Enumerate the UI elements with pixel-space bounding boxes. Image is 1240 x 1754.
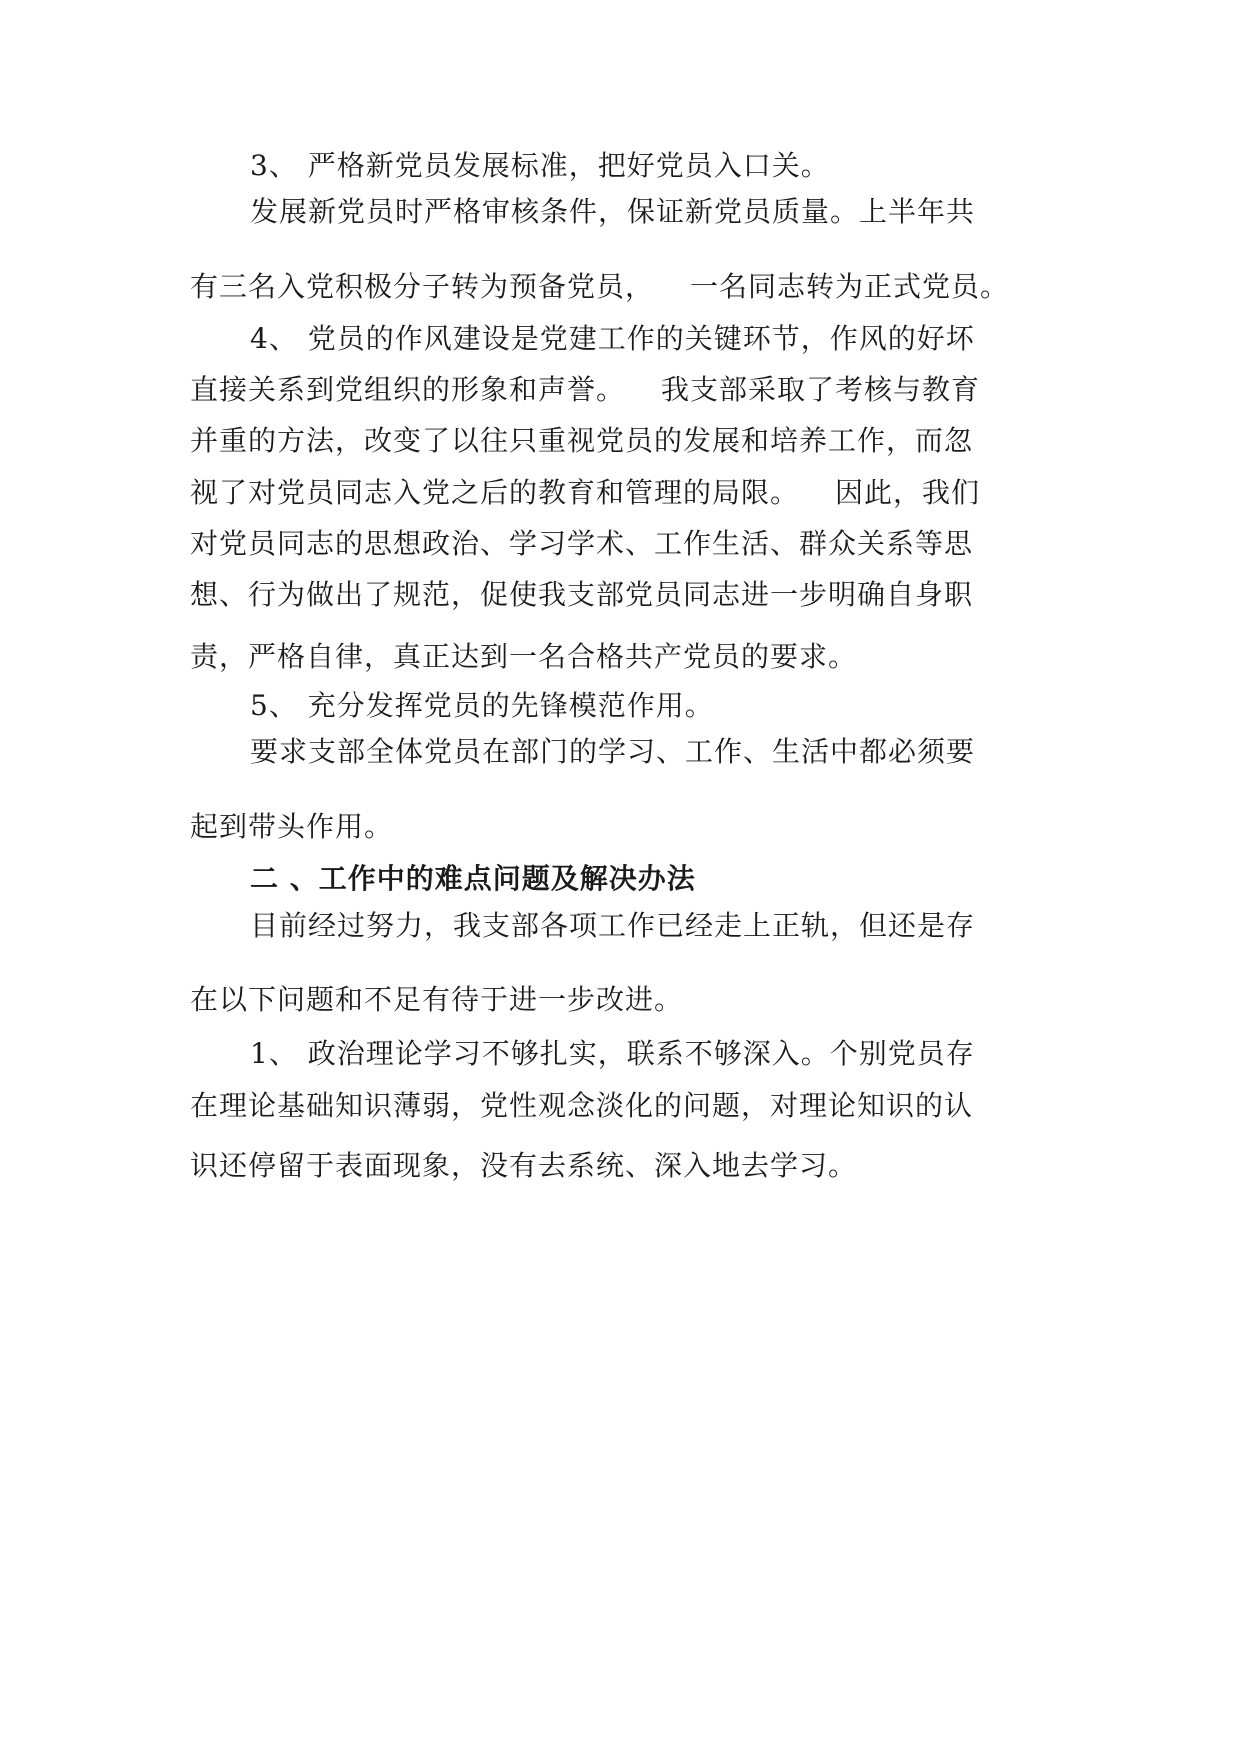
text-segment: 视了对党员同志入党之后的教育和管理的局限。 bbox=[190, 476, 800, 509]
paragraph-line: 目前经过努力，我支部各项工作已经走上正轨，但还是存 bbox=[250, 909, 976, 942]
section-heading: 二 、工作中的难点问题及解决办法 bbox=[250, 862, 696, 895]
paragraph-line: 发展新党员时严格审核条件，保证新党员质量。上半年共 bbox=[250, 195, 976, 228]
paragraph-line bbox=[190, 473, 1060, 513]
paragraph-line: 起到带头作用。 bbox=[190, 810, 394, 843]
text-segment: 有三名入党积极分子转为预备党员， bbox=[190, 270, 655, 303]
item-3-heading: 3、 严格新党员发展标准，把好党员入口关。 bbox=[250, 149, 830, 182]
paragraph-line: 对党员同志的思想政治、学习学术、工作生活、群众关系等思 bbox=[190, 527, 974, 560]
problem-1-heading: 1、 政治理论学习不够扎实，联系不够深入。个别党员存 bbox=[250, 1037, 975, 1070]
paragraph-line: 识还停留于表面现象，没有去系统、深入地去学习。 bbox=[190, 1149, 858, 1182]
paragraph-line: 在理论基础知识薄弱，党性观念淡化的问题，对理论知识的认 bbox=[190, 1089, 974, 1122]
paragraph-line: 要求支部全体党员在部门的学习、工作、生活中都必须要 bbox=[250, 735, 976, 768]
text-segment: 一名同志转为正式党员。 bbox=[690, 270, 1010, 303]
text-segment: 因此，我们 bbox=[835, 476, 981, 509]
text-segment: 我支部采取了考核与教育 bbox=[661, 373, 981, 406]
item-4-heading: 4、 党员的作风建设是党建工作的关键环节，作风的好坏 bbox=[250, 322, 975, 355]
paragraph-line: 想、行为做出了规范，促使我支部党员同志进一步明确自身职 bbox=[190, 578, 974, 611]
paragraph-line: 并重的方法，改变了以往只重视党员的发展和培养工作，而忽 bbox=[190, 424, 974, 457]
text-segment: 直接关系到党组织的形象和声誉。 bbox=[190, 373, 626, 406]
paragraph-line bbox=[190, 267, 1060, 307]
paragraph-line: 在以下问题和不足有待于进一步改进。 bbox=[190, 983, 684, 1016]
paragraph-line: 责，严格自律，真正达到一名合格共产党员的要求。 bbox=[190, 640, 858, 673]
paragraph-line bbox=[190, 370, 1060, 410]
item-5-heading: 5、 充分发挥党员的先锋模范作用。 bbox=[250, 689, 714, 722]
